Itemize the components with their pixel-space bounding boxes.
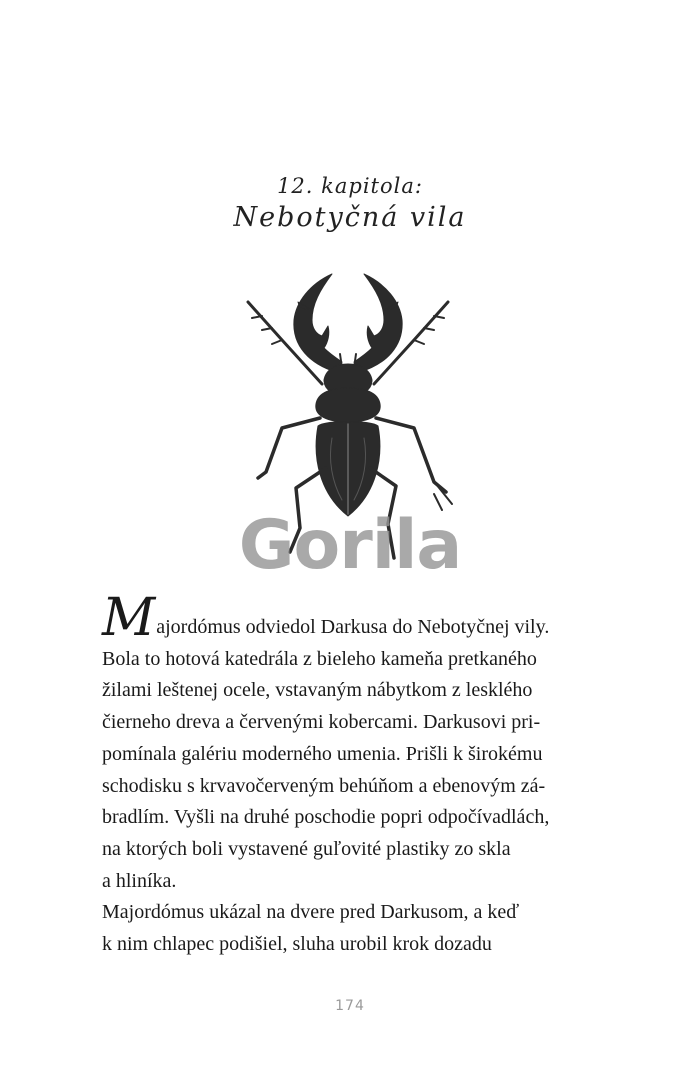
- text-line: bradlím. Vyšli na druhé poschodie popri odpočívadlách,: [102, 806, 550, 829]
- text-line: k nim chlapec podišiel, sluha urobil krok dozadu: [102, 933, 492, 956]
- text-line: žilami leštenej ocele, vstavaným nábytkom z lesklého: [102, 679, 533, 702]
- dropcap: M: [102, 588, 156, 648]
- page-number: 174: [335, 998, 365, 1014]
- chapter-heading: [0, 172, 700, 236]
- chapter-title: Nebotyčná vila: [233, 202, 467, 233]
- text-line: schodisku s krvavočerveným behúňom a ebenovým zá-: [102, 774, 546, 797]
- watermark: Gorila: [238, 506, 462, 585]
- text-line: [102, 588, 582, 648]
- text-line: čierneho dreva a červenými kobercami. Darkusovi pri-: [102, 711, 541, 734]
- text-line: pomínala galériu moderného umenia. Prišli k širokému: [102, 742, 543, 765]
- text-line: a hliníka.: [102, 869, 177, 892]
- text-line: Majordómus ukázal na dvere pred Darkusom, a keď: [102, 901, 520, 924]
- chapter-number: 12. kapitola:: [277, 174, 423, 198]
- text-line: na ktorých boli vystavené guľovité plastiky zo skla: [102, 837, 511, 860]
- text-line-content: ajordómus odviedol Darkusa do Nebotyčnej vily.: [156, 616, 550, 638]
- text-line: Bola to hotová katedrála z bieleho kameňa pretkaného: [102, 647, 537, 670]
- body-text: [102, 588, 582, 961]
